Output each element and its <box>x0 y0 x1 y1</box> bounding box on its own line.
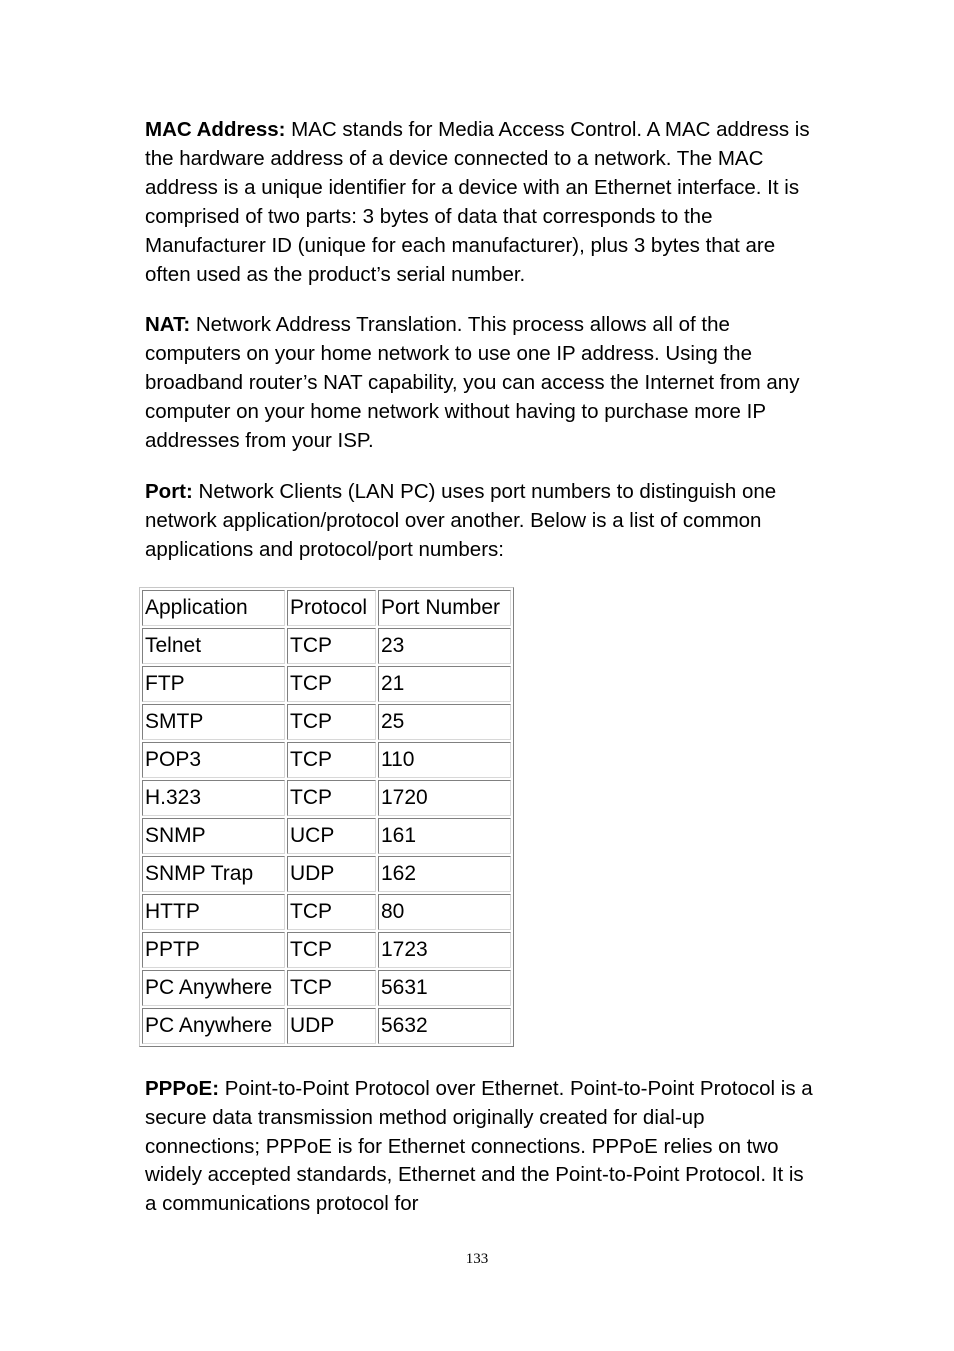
port-table-wrapper <box>139 587 817 1047</box>
cell-application: POP3 <box>142 742 285 778</box>
definition-mac-address: MAC stands for Media Access Control. A MAC address is the hardware address of a device connected to a network. The MAC address is a unique identifier for a device with an Ethernet interface. It is comprised of two parts: 3 bytes of data that corresponds to the Manufacturer ID (unique for each manufacturer), plus 3 bytes that are often used as the product’s serial number. <box>145 118 810 286</box>
cell-port-number: 21 <box>378 666 511 702</box>
table-header-row <box>142 590 511 626</box>
cell-protocol: UDP <box>287 856 376 892</box>
definition-port: Network Clients (LAN PC) uses port numbers to distinguish one network application/protocol over another. Below is a list of common applications and protocol/port numbers: <box>145 479 777 561</box>
table-row <box>142 856 511 892</box>
term-nat: NAT: <box>145 313 191 337</box>
cell-protocol: TCP <box>287 628 376 664</box>
table-row <box>142 780 511 816</box>
table-row <box>142 742 511 778</box>
cell-application: HTTP <box>142 894 285 930</box>
header-application: Application <box>142 590 285 626</box>
page-number: 133 <box>465 1251 489 1267</box>
cell-port-number: 110 <box>378 742 511 778</box>
cell-application: FTP <box>142 666 285 702</box>
cell-port-number: 25 <box>378 704 511 740</box>
table-row <box>142 628 511 664</box>
cell-port-number: 5631 <box>378 970 511 1006</box>
port-table <box>139 587 514 1047</box>
cell-application: Telnet <box>142 628 285 664</box>
cell-protocol: UCP <box>287 818 376 854</box>
paragraph-mac-address <box>145 116 817 289</box>
cell-protocol: TCP <box>287 932 376 968</box>
table-row <box>142 1008 511 1044</box>
cell-protocol: TCP <box>287 970 376 1006</box>
cell-protocol: UDP <box>287 1008 376 1044</box>
cell-protocol: TCP <box>287 742 376 778</box>
table-row <box>142 704 511 740</box>
table-row <box>142 818 511 854</box>
cell-application: PC Anywhere <box>142 970 285 1006</box>
page-content <box>145 116 817 1219</box>
cell-protocol: TCP <box>287 780 376 816</box>
table-row <box>142 932 511 968</box>
cell-port-number: 80 <box>378 894 511 930</box>
cell-protocol: TCP <box>287 704 376 740</box>
cell-port-number: 161 <box>378 818 511 854</box>
paragraph-port <box>145 478 817 565</box>
cell-application: PC Anywhere <box>142 1008 285 1044</box>
cell-port-number: 1720 <box>378 780 511 816</box>
table-row <box>142 894 511 930</box>
paragraph-pppoe <box>145 1075 817 1220</box>
term-mac-address: MAC Address: <box>145 118 286 141</box>
cell-port-number: 5632 <box>378 1008 511 1044</box>
cell-application: SNMP Trap <box>142 856 285 892</box>
table-row <box>142 666 511 702</box>
cell-port-number: 1723 <box>378 932 511 968</box>
cell-protocol: TCP <box>287 666 376 702</box>
header-port-number: Port Number <box>378 590 511 626</box>
cell-port-number: 162 <box>378 856 511 892</box>
term-port: Port: <box>145 479 193 503</box>
cell-application: SNMP <box>142 818 285 854</box>
header-protocol: Protocol <box>287 590 376 626</box>
table-row <box>142 970 511 1006</box>
cell-application: PPTP <box>142 932 285 968</box>
term-pppoe: PPPoE: <box>145 1076 220 1100</box>
cell-port-number: 23 <box>378 628 511 664</box>
definition-nat: Network Address Translation. This process allows all of the computers on your home network to use one IP address. Using the broadband router’s NAT capability, you can access the Internet from any computer on your home network without having to purchase more IP addresses from your ISP. <box>145 313 800 453</box>
cell-protocol: TCP <box>287 894 376 930</box>
cell-application: H.323 <box>142 780 285 816</box>
definition-pppoe: Point-to-Point Protocol over Ethernet. Point-to-Point Protocol is a secure data transmission method originally created for dial-up connections; PPPoE is for Ethernet connections. PPPoE relies on two widely accepted standards, Ethernet and the Point-to-Point Protocol. It is a communications protocol for <box>145 1076 813 1216</box>
paragraph-nat <box>145 311 817 456</box>
cell-application: SMTP <box>142 704 285 740</box>
